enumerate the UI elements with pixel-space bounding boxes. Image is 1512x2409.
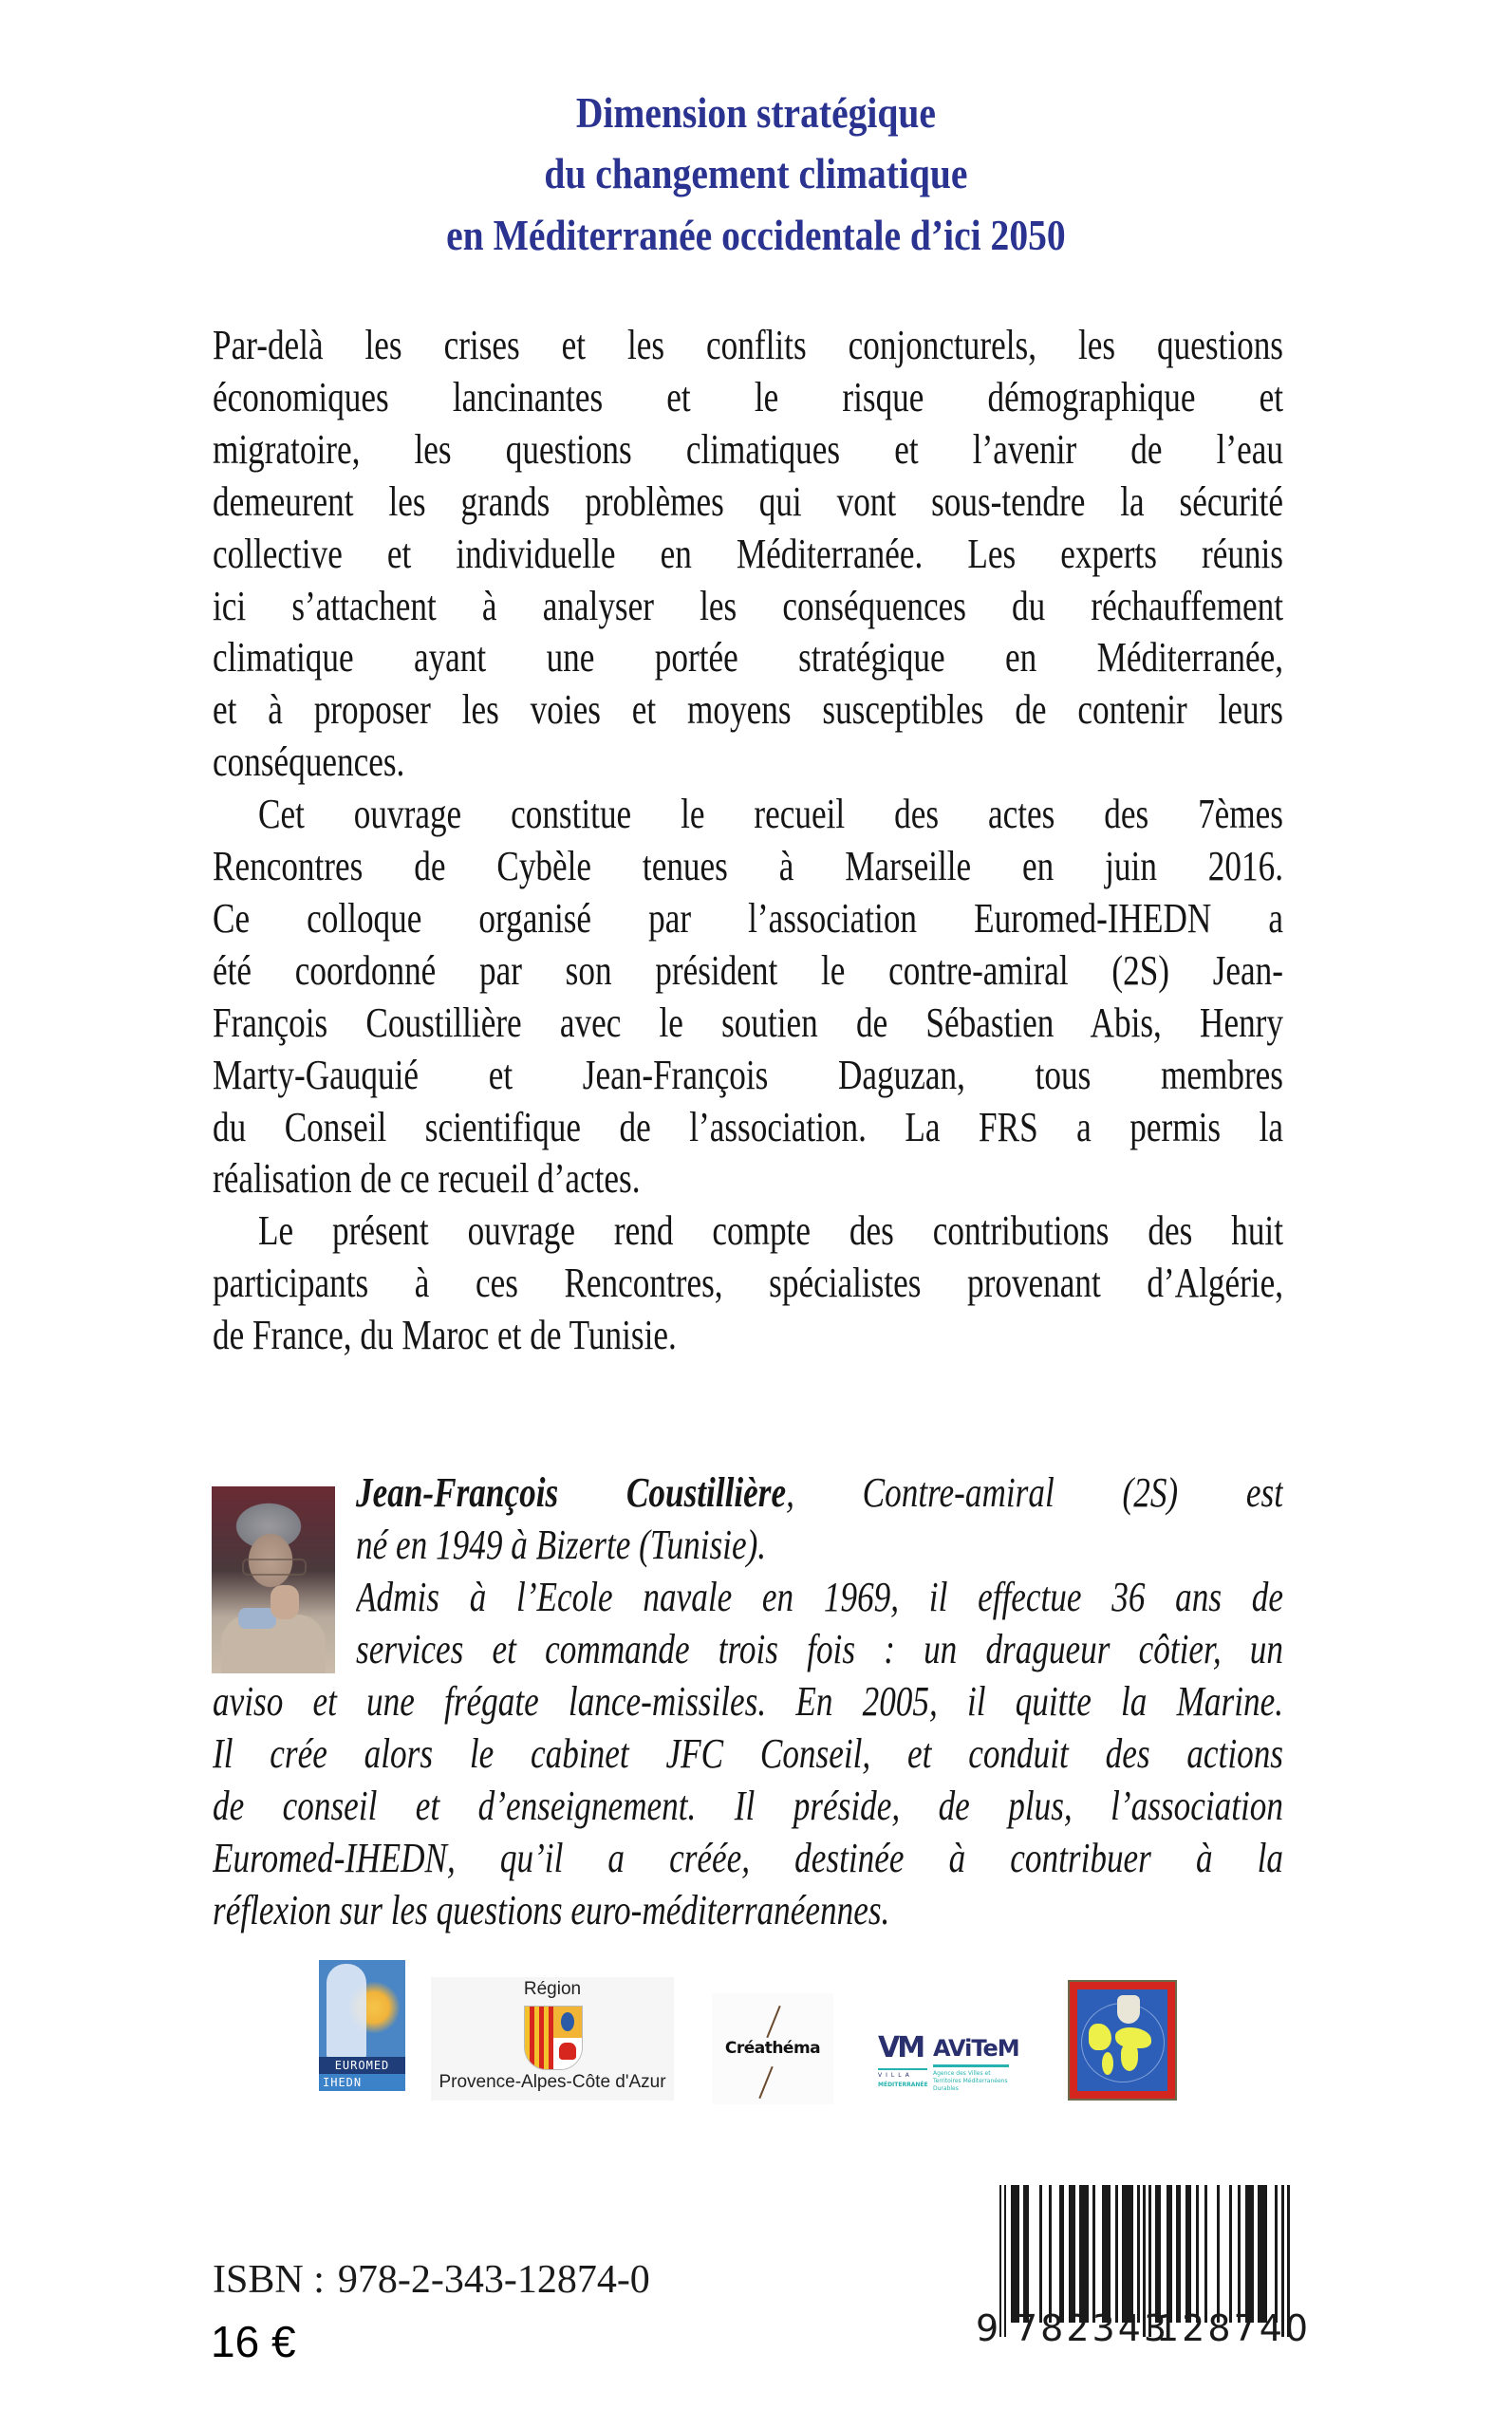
- body-line: [213, 528, 1283, 580]
- body-line: [213, 1101, 1283, 1153]
- barcode-bar: [1004, 2185, 1006, 2337]
- barcode-bar: [1102, 2185, 1111, 2323]
- body-line: [213, 997, 1283, 1049]
- bio-line: [356, 1571, 1283, 1623]
- body-line-text: du Conseil scientifique de l’association. La FRS a permis la: [213, 1103, 1283, 1150]
- body-line: [213, 1204, 1283, 1257]
- coat-of-arms-icon: [524, 2006, 583, 2070]
- title-text: Dimension stratégique: [575, 88, 937, 137]
- body-line: [213, 892, 1283, 944]
- body-line: [213, 476, 1283, 528]
- body-line: [213, 631, 1283, 683]
- price: 16 €: [211, 2317, 296, 2366]
- barcode-bar: [1092, 2185, 1095, 2323]
- avitem-tagline: Agence des Villes et Territoires Méditerranéens Durables: [933, 2070, 1008, 2092]
- isbn-label: ISBN :: [213, 2258, 325, 2302]
- barcode-bar: [1245, 2185, 1254, 2323]
- barcode-bar: [1185, 2185, 1191, 2323]
- region-label: Région: [523, 1979, 582, 1999]
- body-line-text: Par-delà les crises et les conflits conjoncturels, les questions: [213, 322, 1283, 368]
- barcode-bar: [1204, 2185, 1207, 2323]
- barcode-bar: [1122, 2185, 1133, 2323]
- ihedn-label: IHEDN: [319, 2074, 405, 2091]
- title-text: du changement climatique: [544, 149, 968, 197]
- photo-detail: [242, 1559, 307, 1576]
- divider: [933, 2064, 1009, 2067]
- title-line-2: [0, 149, 1512, 197]
- body-line: [213, 944, 1283, 997]
- barcode-bar: [1079, 2185, 1089, 2323]
- euromed-label: EUROMED: [319, 2057, 405, 2074]
- author-title: , Contre-amiral (2S) est: [786, 1469, 1283, 1516]
- barcode-bar: [1176, 2185, 1181, 2323]
- title-text: en Méditerranée occidentale d’ici 2050: [446, 211, 1066, 259]
- body-line-text: collective et individuelle en Méditerranée. Les experts réunis: [213, 530, 1283, 577]
- euromed-ihedn-logo: [319, 1960, 405, 2091]
- barcode-digits-right: 128740: [1156, 2307, 1312, 2349]
- barcode-digit-lead: 9: [976, 2307, 1002, 2349]
- barcode-bar: [1238, 2185, 1241, 2323]
- region-name: Provence-Alpes-Côte d'Azur: [439, 2072, 666, 2092]
- bio-line: [356, 1519, 1283, 1571]
- bio-line-text: réflexion sur les questions euro-méditerranéennes.: [213, 1887, 890, 1933]
- title-line-3: [0, 211, 1512, 259]
- body-line-text: demeurent les grands problèmes qui vont sous-tendre la sécurité: [213, 477, 1283, 525]
- body-line: [213, 840, 1283, 892]
- mediterranee-label: MÉDITERRANÉE: [878, 2082, 928, 2088]
- villa-label: VILLA: [878, 2068, 927, 2079]
- body-line: [213, 423, 1283, 476]
- athena-figure-icon: [327, 1964, 366, 2059]
- body-line: [213, 371, 1283, 423]
- body-line-text: conséquences.: [213, 738, 405, 786]
- slash-icon: [766, 2006, 780, 2038]
- barcode-bar: [1275, 2185, 1278, 2323]
- barcode-bar: [1023, 2185, 1029, 2323]
- body-line-text: réalisation de ce recueil d’actes.: [213, 1155, 641, 1203]
- bio-line: [356, 1623, 1283, 1675]
- body-line-text: Marty-Gauquié et Jean-François Daguzan, tous membres: [213, 1051, 1283, 1098]
- region-paca-logo: [431, 1977, 674, 2101]
- createma-name: Créathéma: [724, 2039, 821, 2058]
- body-line: [213, 1049, 1283, 1101]
- body-line-text: François Coustillière avec le soutien de Sébastien Abis, Henry: [213, 999, 1283, 1046]
- avitem-name: AViTeM: [933, 2035, 1019, 2062]
- body-line-text: Ce colloque organisé par l’association Euromed-IHEDN a: [213, 894, 1283, 942]
- photo-detail: [271, 1585, 299, 1619]
- body-line: [213, 580, 1283, 632]
- bio-line: [213, 1675, 1283, 1727]
- body-line-text: Le présent ouvrage rend compte des contributions des huit: [258, 1207, 1283, 1255]
- bio-line: [213, 1884, 1283, 1936]
- createma-logo: [712, 1993, 833, 2104]
- body-line: [213, 1152, 1283, 1204]
- body-line: [213, 1257, 1283, 1309]
- body-line-text: participants à ces Rencontres, spécialistes provenant d’Algérie,: [213, 1260, 1283, 1307]
- body-line-text: et à proposer les voies et moyens susceptibles de contenir leurs: [213, 686, 1283, 734]
- bio-line-text: né en 1949 à Bizerte (Tunisie).: [356, 1522, 767, 1568]
- bio-line: [213, 1832, 1283, 1884]
- barcode-bar: [1011, 2185, 1019, 2323]
- author-name: Jean-François Coustillière: [356, 1469, 787, 1516]
- isbn: [213, 2257, 650, 2303]
- barcode-bar: [1137, 2185, 1140, 2323]
- barcode-bar: [1196, 2185, 1199, 2323]
- body-line-text: climatique ayant une portée stratégique en Méditerranée,: [213, 634, 1283, 682]
- barcode-bar: [1049, 2185, 1052, 2323]
- barcode-bar: [1155, 2185, 1161, 2323]
- bio-line: [213, 1780, 1283, 1832]
- body-line: [213, 319, 1283, 371]
- body-line: [213, 1309, 1283, 1361]
- body-line: [213, 683, 1283, 736]
- isbn-number: 978-2-343-12874-0: [337, 2258, 650, 2302]
- bio-line-text: de conseil et d’enseignement. Il préside, de plus, l’association: [213, 1783, 1283, 1829]
- body-line-text: ici s’attachent à analyser les conséquences du réchauffement: [213, 582, 1283, 629]
- vm-text: VM: [878, 2031, 924, 2064]
- bio-line-text: Il crée alors le cabinet JFC Conseil, et conduit des actions: [213, 1730, 1283, 1777]
- title-line-1: [0, 88, 1512, 137]
- bio-line-text: Admis à l’Ecole navale en 1969, il effectue 36 ans de: [356, 1574, 1283, 1620]
- author-photo: [212, 1486, 335, 1673]
- barcode-digits-left: 782343: [1015, 2307, 1170, 2349]
- vm-monogram: [878, 2031, 924, 2064]
- barcode-bar: [1059, 2185, 1064, 2323]
- author-heading: [356, 1466, 1283, 1519]
- barcode-bar: [1217, 2185, 1220, 2323]
- body-line-text: Rencontres de Cybèle tenues à Marseille en juin 2016.: [213, 843, 1283, 889]
- barcode-bar: [1115, 2185, 1118, 2323]
- bio-line-text: Euromed-IHEDN, qu’il a créée, destinée à contribuer à la: [213, 1835, 1283, 1881]
- slash-icon: [758, 2066, 773, 2099]
- bio-line-text: services et commande trois fois : un dragueur côtier, un: [356, 1626, 1283, 1672]
- globe-emblem-logo: [1068, 1980, 1177, 2101]
- body-line-text: économiques lancinantes et le risque démographique et: [213, 373, 1283, 420]
- bio-line: [356, 1466, 1283, 1519]
- emblem-icon: [1117, 1995, 1140, 2024]
- body-line-text: de France, du Maroc et de Tunisie.: [213, 1312, 677, 1359]
- barcode-bar: [1167, 2185, 1172, 2323]
- bio-line: [213, 1727, 1283, 1780]
- body-line-text: migratoire, les questions climatiques et l’avenir de l’eau: [213, 425, 1283, 473]
- barcode-bar: [1258, 2185, 1267, 2323]
- barcode-bar: [1229, 2185, 1232, 2323]
- body-line: [213, 736, 1283, 788]
- barcode: [976, 2185, 1312, 2352]
- barcode-bar: [1039, 2185, 1042, 2323]
- body-line: [213, 788, 1283, 840]
- bio-line-text: aviso et une frégate lance-missiles. En 2005, il quitte la Marine.: [213, 1678, 1283, 1725]
- globe-icon: [1077, 1989, 1167, 2091]
- barcode-bar: [1069, 2185, 1075, 2323]
- villa-mediterranee-avitem-logo: [878, 2031, 1019, 2100]
- body-line-text: Cet ouvrage constitue le recueil des actes des 7èmes: [258, 791, 1283, 838]
- body-line-text: été coordonné par son président le contre-amiral (2S) Jean-: [213, 946, 1283, 994]
